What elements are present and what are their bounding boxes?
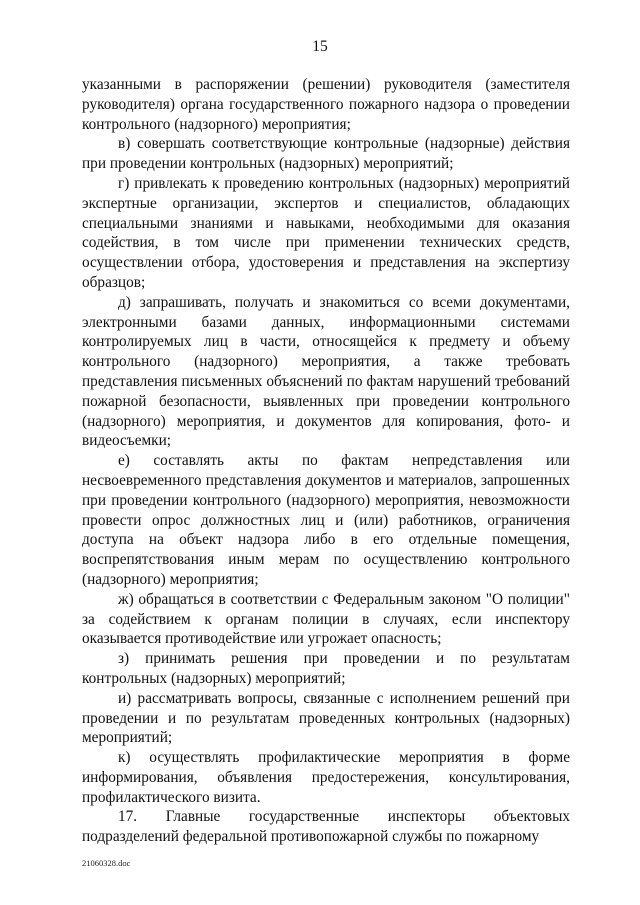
paragraph-section-17: 17. Главные государственные инспекторы объектовых подразделений федеральной противопожарной службы по пожарному [82,808,570,846]
paragraph-item-z: з) принимать решения при проведении и по результатам контрольных (надзорных) мероприятий; [82,650,570,687]
footer-filename: 21060328.doc [82,858,131,868]
page-number: 15 [312,38,328,55]
paragraph-item-e: е) составлять акты по фактам непредставления или несвоевременного представления документов и материалов, запрошенных при проведении контрольного (надзорного) мероприятия, невозможности провести опрос должностных лиц и (или) работников, ограничения доступа на объект надзора либо в его отдельные помещения, воспрепятствования иным мерам по осуществлению контрольного (надзорного) мероприятия; [82,452,570,588]
paragraph-continuation: указанными в распоряжении (решении) руководителя (заместителя руководителя) органа государственного пожарного надзора о проведении контрольного (надзорного) мероприятия; [82,76,570,133]
paragraph-item-i: и) рассматривать вопросы, связанные с исполнением решений при проведении и по результатам проведенных контрольных (надзорных) мероприятий; [82,689,570,747]
paragraph-item-d: д) запрашивать, получать и знакомиться со всеми документами, электронными базами данных, информационными системами контролируемых лиц в части, относящейся к предмету и объему контрольного (надзорного) мероприятия, а также требовать представления письменных объяснений по фактам нарушений требований пожарной безопасности, выявленных при проведении контрольного (надзорного) мероприятия, и документов для копирования, фото- и видеосъемки; [82,293,570,450]
paragraph-item-zh: ж) обращаться в соответствии с Федеральным законом "О полиции" за содействием к органам полиции в случаях, если инспектору оказывается противодействие или угрожает опасность; [82,590,570,648]
paragraph-item-v: в) совершать соответствующие контрольные (надзорные) действия при проведении контрольных (надзорных) мероприятий; [82,135,570,173]
paragraph-item-k: к) осуществлять профилактические мероприятия в форме информирования, объявления предостережения, консультирования, профилактического визита. [82,749,570,806]
document-body [82,75,570,847]
paragraph-item-g: г) привлекать к проведению контрольных (надзорных) мероприятий экспертные организации, экспертов и специалистов, обладающих специальными знаниями и навыками, необходимыми для оказания содействия, в том числе при применении технических средств, осуществлении отбора, удостоверения и представления на экспертизу образцов; [82,174,570,291]
